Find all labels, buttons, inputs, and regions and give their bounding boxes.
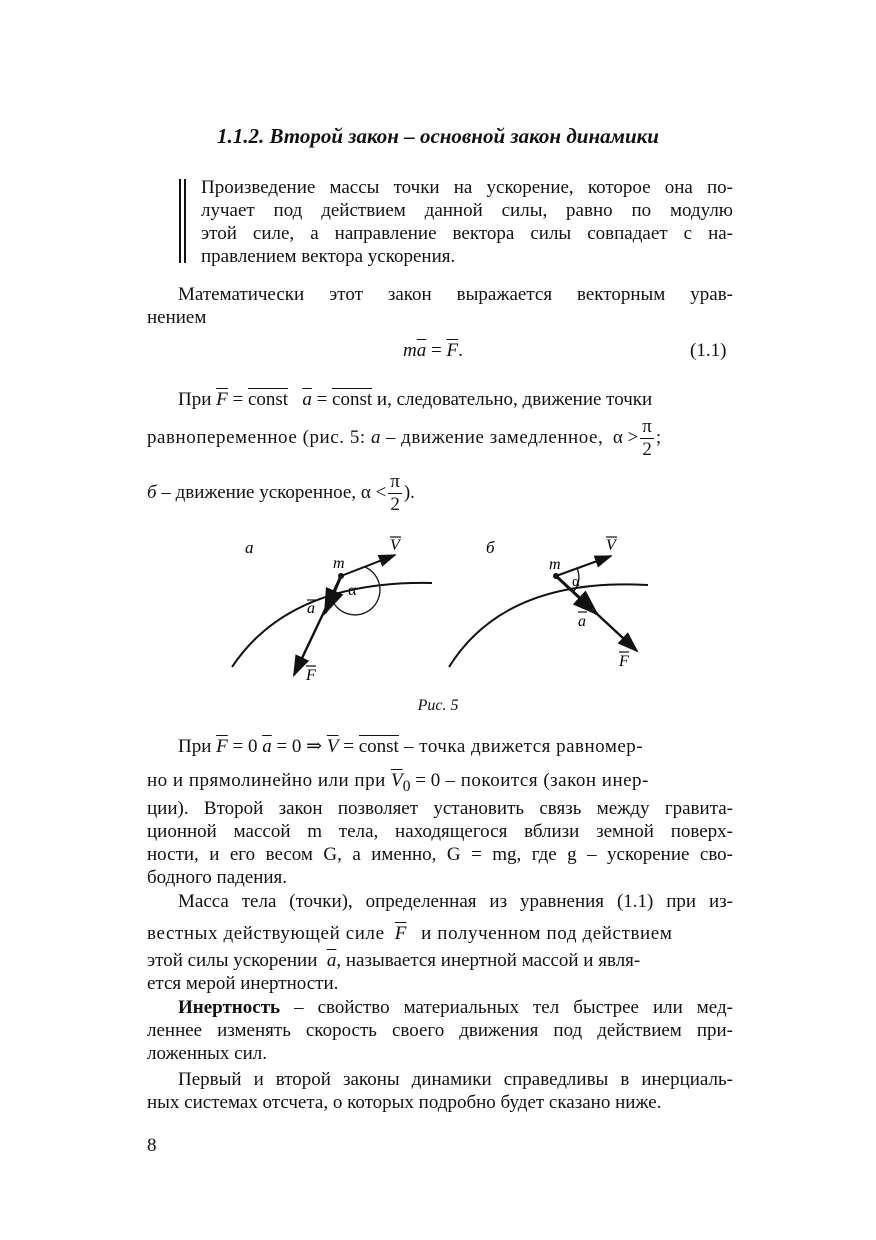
- fig-label-a-ref: а: [371, 426, 381, 448]
- fig-label-a: а: [245, 538, 254, 557]
- page-number: 8: [147, 1135, 157, 1156]
- definition-block: [201, 176, 733, 268]
- force-label-b: F: [619, 653, 629, 670]
- text-line: бодного падения.: [147, 867, 288, 888]
- inertia-term: Инертность: [178, 997, 281, 1018]
- text: – покоится (закон инер-: [440, 770, 649, 791]
- text: равнопеременное (рис. 5:: [147, 426, 372, 448]
- text: ).: [403, 481, 415, 503]
- const-overlined: const: [247, 389, 289, 410]
- mass-paragraph: [147, 890, 733, 913]
- text: При: [178, 389, 217, 410]
- intro-line: Математически этот закон выражается векторным урав-: [178, 284, 733, 305]
- intro-line: нением: [147, 307, 207, 328]
- mass-label-a: m: [333, 555, 345, 572]
- pi-over-2: [388, 471, 402, 516]
- alpha-inequality: α <: [360, 481, 387, 503]
- definition-line: правлением вектора ускорения.: [201, 246, 456, 267]
- alpha-inequality: α >: [612, 426, 639, 448]
- text-line: ционной массой m тела, находящегося вблизи земной поверх-: [147, 821, 733, 842]
- text: , называется инертной массой и явля-: [336, 950, 641, 971]
- velocity-symbol: $\overline{V}$: [326, 736, 339, 757]
- section-title: 1.1.2. Второй закон – основной закон динамики: [217, 124, 659, 148]
- inertia-paragraph-rest: [147, 797, 733, 889]
- text: = 0: [410, 770, 441, 791]
- text-line: ности, и его весом G, а именно, G = mg, где g – ускорение сво-: [147, 844, 733, 865]
- text: =: [311, 389, 333, 410]
- const-overlined: const: [358, 736, 399, 757]
- accel-label-a: a: [307, 600, 315, 617]
- mass-line-4: ется мерой инертности.: [147, 973, 339, 994]
- accel-symbol: $\overline{a}$: [302, 389, 312, 410]
- force-symbol: $\overline{F}$: [216, 389, 228, 410]
- force-label-a: F: [306, 667, 316, 684]
- eq-end: .: [458, 340, 463, 361]
- eq-sign: =: [426, 340, 447, 361]
- figure-5: [0, 525, 876, 695]
- text: этой силы ускорении: [147, 950, 323, 971]
- definition-bar: [179, 179, 186, 263]
- text: ;: [655, 426, 662, 448]
- subscript-zero: 0: [402, 777, 411, 795]
- text: При: [178, 736, 217, 757]
- fig-label-b-ref: б: [147, 481, 157, 503]
- pi-over-2: [640, 416, 654, 461]
- eq-force: $\overline{F}$: [446, 340, 459, 361]
- text: и полученном под действием: [415, 923, 673, 944]
- text: – точка движется равномер-: [398, 736, 644, 757]
- text: но и прямолинейно или при: [147, 770, 392, 791]
- alpha-label-a: α: [348, 582, 357, 599]
- equation-1-1: [403, 340, 463, 362]
- intro-paragraph: [147, 283, 733, 329]
- inertia-definition: [147, 996, 733, 1065]
- mass-line-3: [147, 950, 640, 972]
- velocity-symbol: $\overline{V}$: [391, 770, 403, 791]
- text-line: Первый и второй законы динамики справедливы в инерциаль-: [178, 1069, 733, 1090]
- eq-mass: m: [403, 340, 417, 361]
- condition-line-1: [178, 389, 652, 411]
- fig-label-b: б: [486, 538, 495, 557]
- text: = 0 ⇒: [271, 736, 327, 757]
- velocity-vector-b: [556, 556, 611, 576]
- velocity-label-b: V: [606, 537, 616, 554]
- mass-line-2: [147, 923, 672, 945]
- text: – свойство материальных тел быстрее или мед-: [280, 997, 733, 1018]
- text: = 0: [227, 736, 263, 757]
- const-overlined: const: [332, 389, 373, 410]
- definition-line: лучает под действием данной силы, равно по модулю: [201, 200, 733, 221]
- force-symbol: $\overline{F}$: [394, 923, 407, 944]
- accel-label-b: a: [578, 613, 586, 630]
- point-m-a: [338, 573, 344, 579]
- accel-symbol: $\overline{a}$: [262, 736, 272, 757]
- pi: π: [390, 471, 400, 492]
- two: 2: [390, 494, 400, 515]
- accel-vector-a: [325, 576, 341, 613]
- mass-label-b: m: [549, 556, 561, 573]
- final-paragraph: [147, 1068, 733, 1114]
- inertia-line-2: [147, 770, 649, 796]
- definition-line: этой силе, а направление вектора силы совпадает с на-: [201, 223, 733, 244]
- definition-line: Произведение массы точки на ускорение, которое она по-: [201, 177, 733, 198]
- text-line: ции). Второй закон позволяет установить связь между гравита-: [147, 798, 733, 819]
- text: вестных действующей силе: [147, 923, 390, 944]
- force-symbol: $\overline{F}$: [216, 736, 228, 757]
- alpha-label-b: α: [572, 574, 580, 590]
- text-line: леннее изменять скорость своего движения под действием при-: [147, 1020, 733, 1041]
- text: – движение ускоренное,: [156, 481, 361, 503]
- pi: π: [642, 416, 652, 437]
- condition-line-3: [147, 471, 415, 516]
- text: =: [338, 736, 359, 757]
- text: =: [227, 389, 248, 410]
- point-m-b: [553, 573, 559, 579]
- text-line: [147, 996, 733, 1019]
- inertia-line-1: [178, 735, 643, 758]
- velocity-label-a: V: [390, 537, 400, 554]
- text: – движение замедленное,: [380, 426, 604, 448]
- text: и, следовательно, движение точки: [372, 389, 653, 410]
- accel-symbol: $\overline{a}$: [326, 950, 337, 971]
- velocity-vector-a: [341, 555, 395, 576]
- eq-accel: $\overline{a}$: [416, 340, 427, 361]
- equation-number: (1.1): [690, 340, 727, 361]
- two: 2: [642, 439, 652, 460]
- text-line: Масса тела (точки), определенная из уравнения (1.1) при из-: [178, 891, 733, 912]
- figure-caption: Рис. 5: [417, 697, 459, 714]
- text-line: ных системах отсчета, о которых подробно будет сказано ниже.: [147, 1092, 662, 1113]
- condition-line-2: [147, 416, 661, 461]
- text-line: ложенных сил.: [147, 1043, 268, 1064]
